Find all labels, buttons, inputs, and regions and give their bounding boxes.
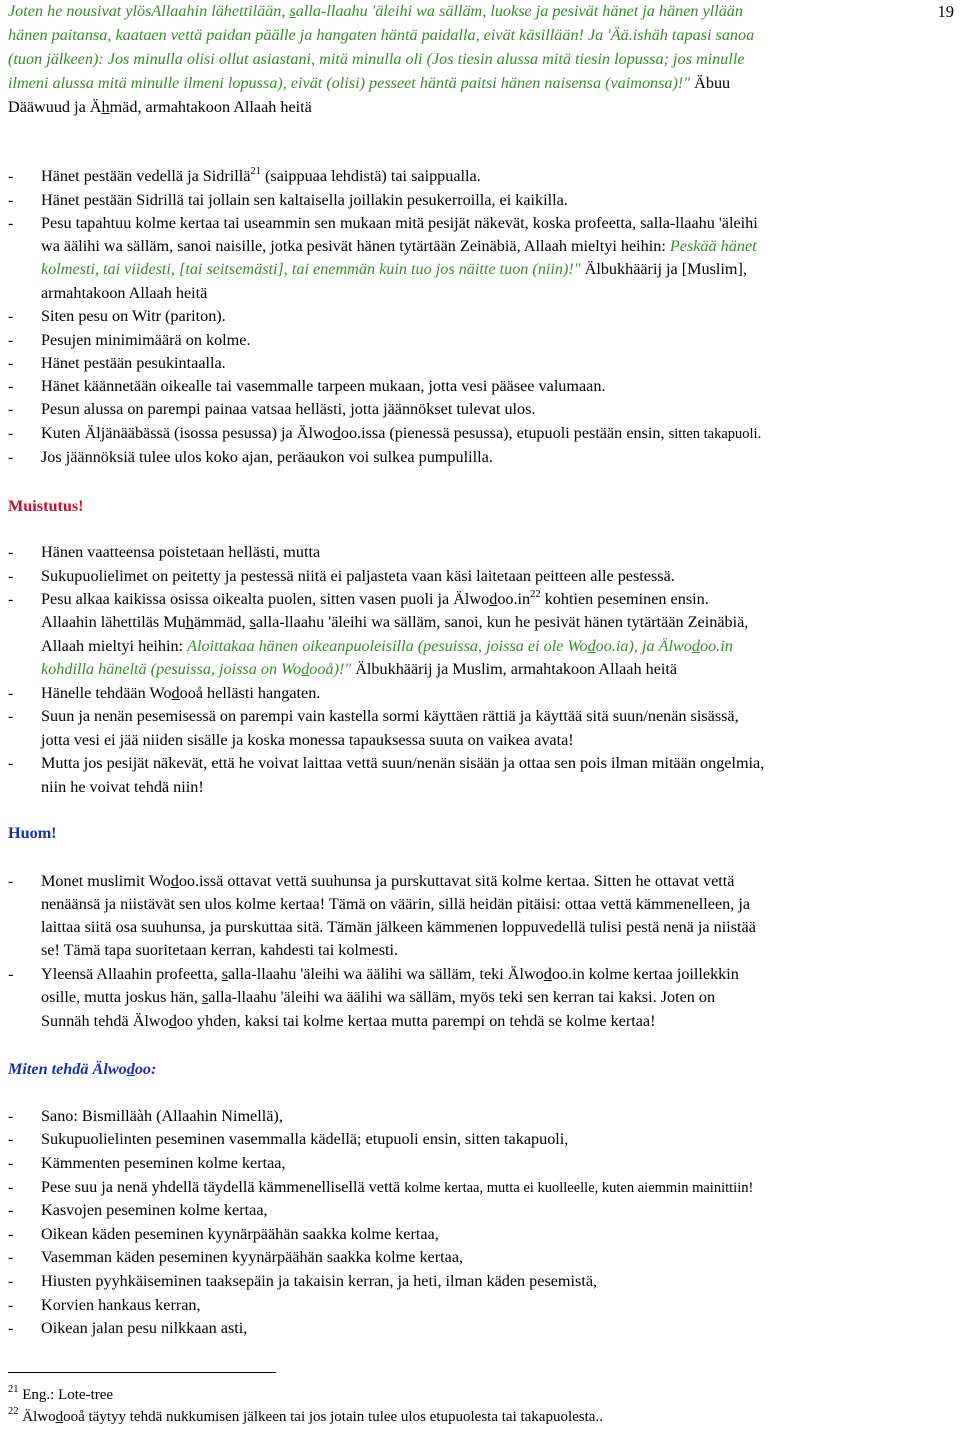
list-item xyxy=(41,588,955,611)
underlined-letter: j xyxy=(100,424,106,442)
list-item xyxy=(41,1199,955,1222)
list-dash: - xyxy=(8,965,14,983)
list-item xyxy=(41,305,955,328)
list-item xyxy=(41,212,955,235)
list-dash: - xyxy=(8,1107,14,1125)
list-item xyxy=(41,1152,955,1175)
list-dash: - xyxy=(8,1154,14,1172)
text-run: änääbässä (isossa pesussa) ja Älwo xyxy=(105,424,333,442)
list-item xyxy=(41,1223,955,1246)
text-run: jotta vesi ei jää niiden sisälle ja koska monessa tapauksessa suuta on vaikea avata! xyxy=(41,731,574,749)
text-run: Allaahin lähettiläs Mu xyxy=(41,613,186,631)
list-item xyxy=(41,1105,955,1128)
list-dash: - xyxy=(8,754,14,772)
list-item xyxy=(41,1317,955,1340)
text-run: Pesu tapahtuu kolme kertaa tai useammin sen mukaan mitä pesijät näkevät, koska profeetta, xyxy=(41,214,641,232)
list-dash: - xyxy=(8,543,14,561)
list-item xyxy=(41,282,955,305)
underlined-letter: s xyxy=(201,988,209,1006)
list-item xyxy=(41,1128,955,1151)
heading-muistutus: Muistutus! xyxy=(8,497,84,515)
text-run: Kämmenten peseminen kolme kertaa, xyxy=(41,1154,286,1172)
intro-line: ilmeni alussa mitä minulle ilmeni lopussa), eivät (olisi) pesseet häntä paitsi hänen naisensa (vaimonsa)!" Äbuu xyxy=(8,74,731,92)
text-run: nenäänsä ja niistävät sen ulos kolme kertaa! Tämä on väärin, sillä heidän pitäisi: ottaa vettä kämmenelleen, ja xyxy=(41,895,751,913)
text-run: Sukupuolielimet on peitetty ja pestessä niitä ei paljasteta vaan käsi laitetaan peitteen alle pestessä. xyxy=(41,567,675,585)
list-dash: - xyxy=(8,1201,14,1219)
list-dash: - xyxy=(8,590,14,608)
text-run: Hänet käännetään oikealle tai vasemmalle tarpeen mukaan, jotta vesi pääsee valumaan. xyxy=(41,377,606,395)
list-item xyxy=(41,916,955,939)
intro-line: (tuon jälkeen): Jos minulla olisi ollut asiastani, mitä minulla oli (Jos tiesin alussa mitä tiesin lopussa; jos minulle xyxy=(8,50,745,68)
list-dash: - xyxy=(8,448,14,466)
list-item xyxy=(41,705,955,728)
list-item xyxy=(41,1294,955,1317)
intro-line: Dääwuud ja Ähmäd, armahtakoon Allaah heitä xyxy=(8,98,312,116)
list-dash: - xyxy=(8,1248,14,1266)
list-dash: - xyxy=(8,400,14,418)
text-run: Allaah mieltyi heihin: xyxy=(41,637,188,655)
hadith-quote: kohdilla häneltä (pesuissa, joissa on Wo xyxy=(41,660,302,678)
list-item xyxy=(41,235,955,258)
list-item xyxy=(41,1246,955,1269)
text-run: s xyxy=(640,214,647,232)
text-run: kohtien peseminen ensin. xyxy=(540,590,709,608)
text-run: Yleensä Allaahin profeetta, xyxy=(41,965,222,983)
list-item xyxy=(41,375,955,398)
text-run: Hiusten pyyhkäiseminen taaksepäin ja takaisin kerran, ja heti, ilman käden pesemistä, xyxy=(41,1272,598,1290)
underlined-letter: d xyxy=(170,872,179,890)
list-item xyxy=(41,352,955,375)
list-item xyxy=(41,398,955,421)
text-run: Älbukhäärij ja Muslim, armahtakoon Allaah heitä xyxy=(351,660,678,678)
text-run: Vasemman käden peseminen kyynärpäähän saakka kolme kertaa, xyxy=(41,1248,464,1266)
footnote-ref: 22 xyxy=(530,588,541,600)
text-run: oo yhden, kaksi tai kolme kertaa mutta parempi on tehdä se kolme kertaa! xyxy=(176,1012,656,1030)
list-item xyxy=(41,682,955,705)
list-item xyxy=(41,729,955,752)
underlined-letter: d xyxy=(587,637,596,655)
list-item xyxy=(41,870,955,893)
text-run: laittaa siitä osa suuhunsa, ja purskuttaa sitä. Tämän jälkeen kämmenen loppuvedellä tulisi pestä nenä ja niistää xyxy=(41,918,756,936)
text-run: Suun ja nenän pesemisessä on parempi vain kastella sormi käyttäen rättiä ja käyttää sitä suun/nenän sisässä, xyxy=(41,707,739,725)
underlined-letter: d xyxy=(332,424,341,442)
text-run: Pesu alkaa kaikissa osissa oikealta puolen, sitten vasen puoli ja Älwo xyxy=(41,590,490,608)
intro-line: Joten he nousivat ylösAllaahin lähettilään, salla-llaahu 'äleihi wa sälläm, luokse ja pesivät hänet ja hänen yllään xyxy=(8,2,743,20)
text-run: oo.issä ottavat vettä suuhunsa ja purskuttavat sitä kolme kertaa. Sitten he ottavat vettä xyxy=(178,872,735,890)
list-item xyxy=(41,963,955,986)
underlined-letter: d xyxy=(301,660,310,678)
footnote-22: $^{22}$ Älwodooå täytyy tehdä nukkumisen jälkeen tai jos jotain tulee ulos etupuolesta tai takapuolesta.. xyxy=(8,1406,603,1425)
hadith-quote: Peskää hänet xyxy=(669,237,757,255)
text-run: alla-llaahu 'äleihi wa sälläm, sanoi, kun he pesivät hänen tytärtään Zeinäbiä, xyxy=(255,613,749,631)
list-dash: - xyxy=(8,1130,14,1148)
text-run: Pesujen minimimäärä on kolme. xyxy=(41,331,251,349)
underlined-letter: s xyxy=(221,965,228,983)
list-dash: - xyxy=(8,684,14,702)
underlined-letter: h xyxy=(185,613,194,631)
text-run: Pese suu ja nenä yhdellä täydellä kämmenellisellä vettä xyxy=(41,1178,405,1196)
list-dash: - xyxy=(8,1178,14,1196)
list-dash: - xyxy=(8,377,14,395)
list-item xyxy=(41,893,955,916)
text-run: (saippuaa lehdistä) tai saippualla. xyxy=(260,167,481,185)
text-run: Hänet pestään vedellä ja Sidrillä xyxy=(41,167,251,185)
list-item xyxy=(41,446,955,469)
list-item xyxy=(41,1010,955,1033)
list-dash: - xyxy=(8,1225,14,1243)
underlined-letter: s xyxy=(249,613,256,631)
text-run: Sano: Bismilläàh (Allaahin Nimellä), xyxy=(41,1107,283,1125)
text-run: Pesun alussa on parempi painaa vatsaa hellästi, jotta jäännökset tulevat ulos. xyxy=(41,400,536,418)
text-run: armahtakoon Allaah heitä xyxy=(41,284,208,302)
text-run: oo.issa (pienessä pesussa), etupuoli pestään ensin, xyxy=(340,424,669,442)
list-item xyxy=(41,1176,955,1200)
list-item xyxy=(41,635,955,658)
list-item xyxy=(41,611,955,634)
underlined-letter: d xyxy=(171,684,180,702)
list-item xyxy=(41,329,955,352)
list-item xyxy=(41,189,955,212)
text-run: Jos jäännöksiä tulee ulos koko ajan, peräaukon voi sulkea pumpulilla. xyxy=(41,448,493,466)
text-run: Älbukhäärij ja [Muslim], xyxy=(580,260,747,278)
intro-line: hänen paitansa, kaataen vettä paidan päälle ja hangaten häntä paidalla, eivät käsillään! Ja 'Ää.ishäh tapasi sanoa xyxy=(8,26,755,44)
list-dash: - xyxy=(8,1319,14,1337)
underlined-letter: d xyxy=(489,590,498,608)
footnote-ref: 21 xyxy=(250,165,261,177)
list-dash: - xyxy=(8,167,14,185)
small-text: kolme kertaa, mutta ei kuolleelle, kuten aiemmin mainittiin! xyxy=(404,1180,754,1196)
text-run: Kasvojen peseminen kolme kertaa, xyxy=(41,1201,268,1219)
list-item xyxy=(41,165,955,188)
hadith-quote: oo.ia), ja Älwo xyxy=(595,637,692,655)
list-dash: - xyxy=(8,707,14,725)
text-run: Mutta jos pesijät näkevät, että he voivat laittaa vettä suun/nenän sisään ja ottaa sen pois ilman mitään ongelmia, xyxy=(41,754,765,772)
text-run: alla-llaahu 'äleihi wa äälihi wa sälläm, teki Älwo xyxy=(228,965,544,983)
small-text: sitten takapuoli. xyxy=(668,426,762,442)
heading-huom: Huom! xyxy=(8,824,57,842)
footnote-divider xyxy=(8,1372,276,1373)
heading-miten: Miten tehdä Älwodoo: xyxy=(8,1060,157,1078)
list-item xyxy=(41,258,955,281)
text-run: ooå hellästi hangaten. xyxy=(179,684,321,702)
list-item xyxy=(41,541,955,564)
footnote-21: $^{21}$ Eng.: Lote-tree xyxy=(8,1384,114,1403)
text-run: oo.in xyxy=(497,590,531,608)
list-dash: - xyxy=(8,424,14,442)
list-dash: - xyxy=(8,331,14,349)
list-dash: - xyxy=(8,191,14,209)
underlined-letter: d xyxy=(691,637,700,655)
list-item xyxy=(41,752,955,775)
text-run: Korvien hankaus kerran, xyxy=(41,1296,201,1314)
text-run: Hänet pestään pesukintaalla. xyxy=(41,354,226,372)
text-run: alla-llaahu 'äleihi wa äälihi wa sälläm, myös teki sen kerran tai kaksi. Joten on xyxy=(208,988,716,1006)
list-item xyxy=(41,422,955,446)
hadith-quote: kolmesti, tai viidesti, [tai seitsemästi], tai enemmän kuin tuo jos näitte tuon (niin)!" xyxy=(41,260,581,278)
text-run: Siten pesu on Witr (pariton). xyxy=(41,307,226,325)
page-number: 19 xyxy=(937,2,954,21)
hadith-quote: oo.in xyxy=(699,637,733,655)
list-dash: - xyxy=(8,214,14,232)
text-run: Sunnäh tehdä Älwo xyxy=(41,1012,169,1030)
list-item xyxy=(41,776,955,799)
underlined-letter: d xyxy=(168,1012,177,1030)
text-run: Oikean jalan pesu nilkkaan asti, xyxy=(41,1319,248,1337)
text-run: osille, mutta joskus hän, xyxy=(41,988,202,1006)
list-dash: - xyxy=(8,872,14,890)
list-item xyxy=(41,658,955,681)
list-item xyxy=(41,939,955,962)
text-run: ämmäd, xyxy=(193,613,250,631)
list-dash: - xyxy=(8,354,14,372)
list-dash: - xyxy=(8,307,14,325)
hadith-quote: Aloittakaa hänen oikeanpuoleisilla (pesuissa, joissa ei ole Wo xyxy=(187,637,588,655)
hadith-quote: ooå)!" xyxy=(309,660,352,678)
list-dash: - xyxy=(8,1272,14,1290)
list-item xyxy=(41,986,955,1009)
text-run: Sukupuolielinten peseminen vasemmalla kädellä; etupuoli ensin, sitten takapuoli, xyxy=(41,1130,569,1148)
text-run: alla-llaahu 'äleihi xyxy=(646,214,758,232)
text-run: wa äälihi wa sälläm, sanoi naisille, jotka pesivät hänen tytärtään Zeinäbiä, Allaah mieltyi heihin: xyxy=(41,237,670,255)
text-run: Hänen vaatteensa poistetaan hellästi, mutta xyxy=(41,543,321,561)
text-run: oo.in kolme kertaa joillekkin xyxy=(551,965,739,983)
list-item xyxy=(41,1270,955,1293)
text-run: Hänet pestään Sidrillä tai jollain sen kaltaisella joillakin pesukerroilla, ei kaikilla. xyxy=(41,191,568,209)
list-dash: - xyxy=(8,567,14,585)
list-item xyxy=(41,565,955,588)
text-run: Kuten Äl xyxy=(41,424,101,442)
text-run: Hänelle tehdään Wo xyxy=(41,684,172,702)
text-run: se! Tämä tapa suoritetaan kerran, kahdesti tai kolmesti. xyxy=(41,941,399,959)
list-dash: - xyxy=(8,1296,14,1314)
text-run: niin he voivat tehdä niin! xyxy=(41,778,204,796)
text-run: Oikean käden peseminen kyynärpäähän saakka kolme kertaa, xyxy=(41,1225,439,1243)
underlined-letter: d xyxy=(543,965,552,983)
text-run: Monet muslimit Wo xyxy=(41,872,171,890)
